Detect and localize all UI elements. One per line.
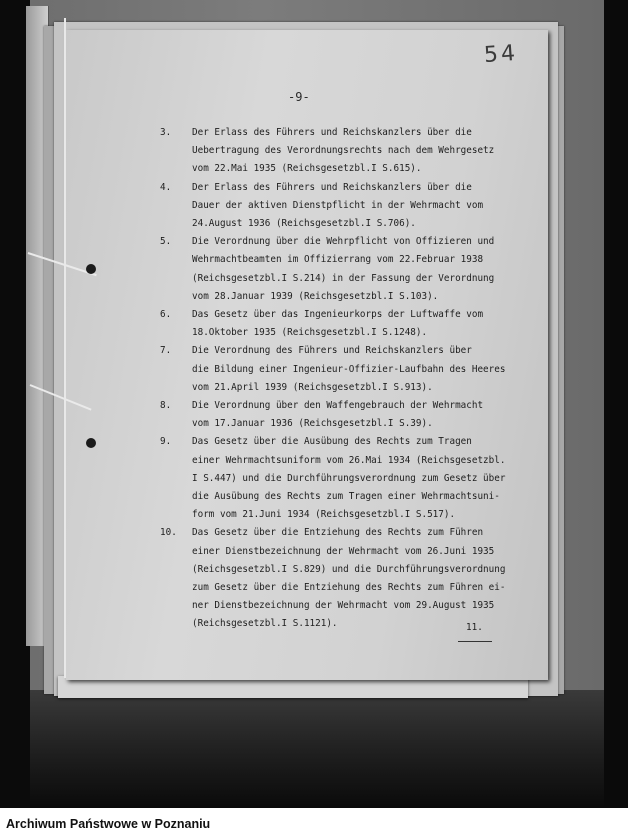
- item-text-line: einer Wehrmachtsuniform vom 26.Mai 1934 (Reichsgesetzbl.: [192, 454, 506, 466]
- item-text-line: (Reichsgesetzbl.I S.214) in der Fassung der Verordnung: [192, 272, 495, 284]
- item-text-line: Uebertragung des Verordnungsrechts nach dem Wehrgesetz: [192, 145, 495, 157]
- item-text-line: (Reichsgesetzbl.I S.829) und die Durchführungsverordnung: [192, 563, 506, 575]
- item-number: 4.: [160, 181, 172, 193]
- item-text-line: (Reichsgesetzbl.I S.1121).: [192, 618, 338, 630]
- item-text-line: Der Erlass des Führers und Reichskanzlers über die: [192, 127, 472, 138]
- punch-hole: [86, 438, 96, 448]
- item-text-line: Wehrmachtbeamten im Offizierrang vom 22.Februar 1938: [192, 254, 484, 266]
- item-text-line: vom 17.Januar 1936 (Reichsgesetzbl.I S.39).: [192, 418, 433, 430]
- item-text-line: Dauer der aktiven Dienstpflicht in der Wehrmacht vom: [192, 199, 484, 211]
- page-number: -9-: [288, 90, 310, 104]
- list-item: [160, 524, 532, 633]
- punch-hole: [86, 264, 96, 274]
- item-number: 3.: [160, 127, 172, 138]
- item-text-line: zum Gesetz über die Entziehung des Rechts zum Führen ei-: [192, 582, 506, 594]
- list-item: [160, 342, 532, 397]
- list-item: [160, 306, 532, 342]
- item-text-line: Das Gesetz über die Ausübung des Rechts zum Tragen: [192, 436, 472, 448]
- item-text-line: form vom 21.Juni 1934 (Reichsgesetzbl.I S.517).: [192, 509, 456, 521]
- item-text-line: ner Dienstbezeichnung der Wehrmacht vom 29.August 1935: [192, 600, 495, 612]
- item-number: 9.: [160, 436, 172, 448]
- item-number: 10.: [160, 527, 177, 539]
- list-item: [160, 233, 532, 306]
- list-item: [160, 179, 532, 234]
- list-item: [160, 397, 532, 433]
- continuation-marker: 11.: [466, 622, 483, 633]
- item-text-line: Die Verordnung des Führers und Reichskanzlers über: [192, 345, 472, 357]
- item-text-line: I S.447) und die Durchführungsverordnung zum Gesetz über: [192, 472, 506, 484]
- item-text-line: vom 21.April 1939 (Reichsgesetzbl.I S.913).: [192, 381, 433, 393]
- item-text-line: die Ausübung des Rechts zum Tragen einer Wehrmachtsuni-: [192, 491, 500, 503]
- archive-footer: [0, 808, 628, 840]
- item-number: 8.: [160, 400, 172, 412]
- item-text-line: vom 28.Januar 1939 (Reichsgesetzbl.I S.103).: [192, 290, 439, 302]
- table-surface: [0, 690, 628, 808]
- item-text-line: Der Erlass des Führers und Reichskanzlers über die: [192, 181, 472, 193]
- document-body: [160, 124, 532, 634]
- item-text-line: vom 22.Mai 1935 (Reichsgesetzbl.I S.615).: [192, 163, 422, 175]
- item-text-line: Die Verordnung über die Wehrpflicht von Offizieren und: [192, 236, 495, 248]
- item-text-line: 24.August 1936 (Reichsgesetzbl.I S.706).: [192, 218, 416, 230]
- list-item: [160, 124, 532, 179]
- scan-right-margin: [604, 0, 628, 808]
- list-item: [160, 433, 532, 524]
- item-number: 5.: [160, 236, 172, 248]
- continuation-underline: [458, 641, 492, 642]
- item-text-line: Das Gesetz über die Entziehung des Rechts zum Führen: [192, 527, 484, 539]
- item-text-line: einer Dienstbezeichnung der Wehrmacht vom 26.Juni 1935: [192, 545, 495, 557]
- item-number: 6.: [160, 309, 172, 321]
- item-text-line: die Bildung einer Ingenieur-Offizier-Laufbahn des Heeres: [192, 363, 506, 375]
- item-text-line: 18.Oktober 1935 (Reichsgesetzbl.I S.1248).: [192, 327, 428, 339]
- binder-edge: [64, 18, 66, 678]
- folio-number: 54: [483, 40, 519, 69]
- item-number: 7.: [160, 345, 172, 357]
- item-text-line: Die Verordnung über den Waffengebrauch der Wehrmacht: [192, 400, 484, 412]
- item-text-line: Das Gesetz über das Ingenieurkorps der Luftwaffe vom: [192, 309, 484, 321]
- archive-name: Archiwum Państwowe w Poznaniu: [6, 817, 211, 831]
